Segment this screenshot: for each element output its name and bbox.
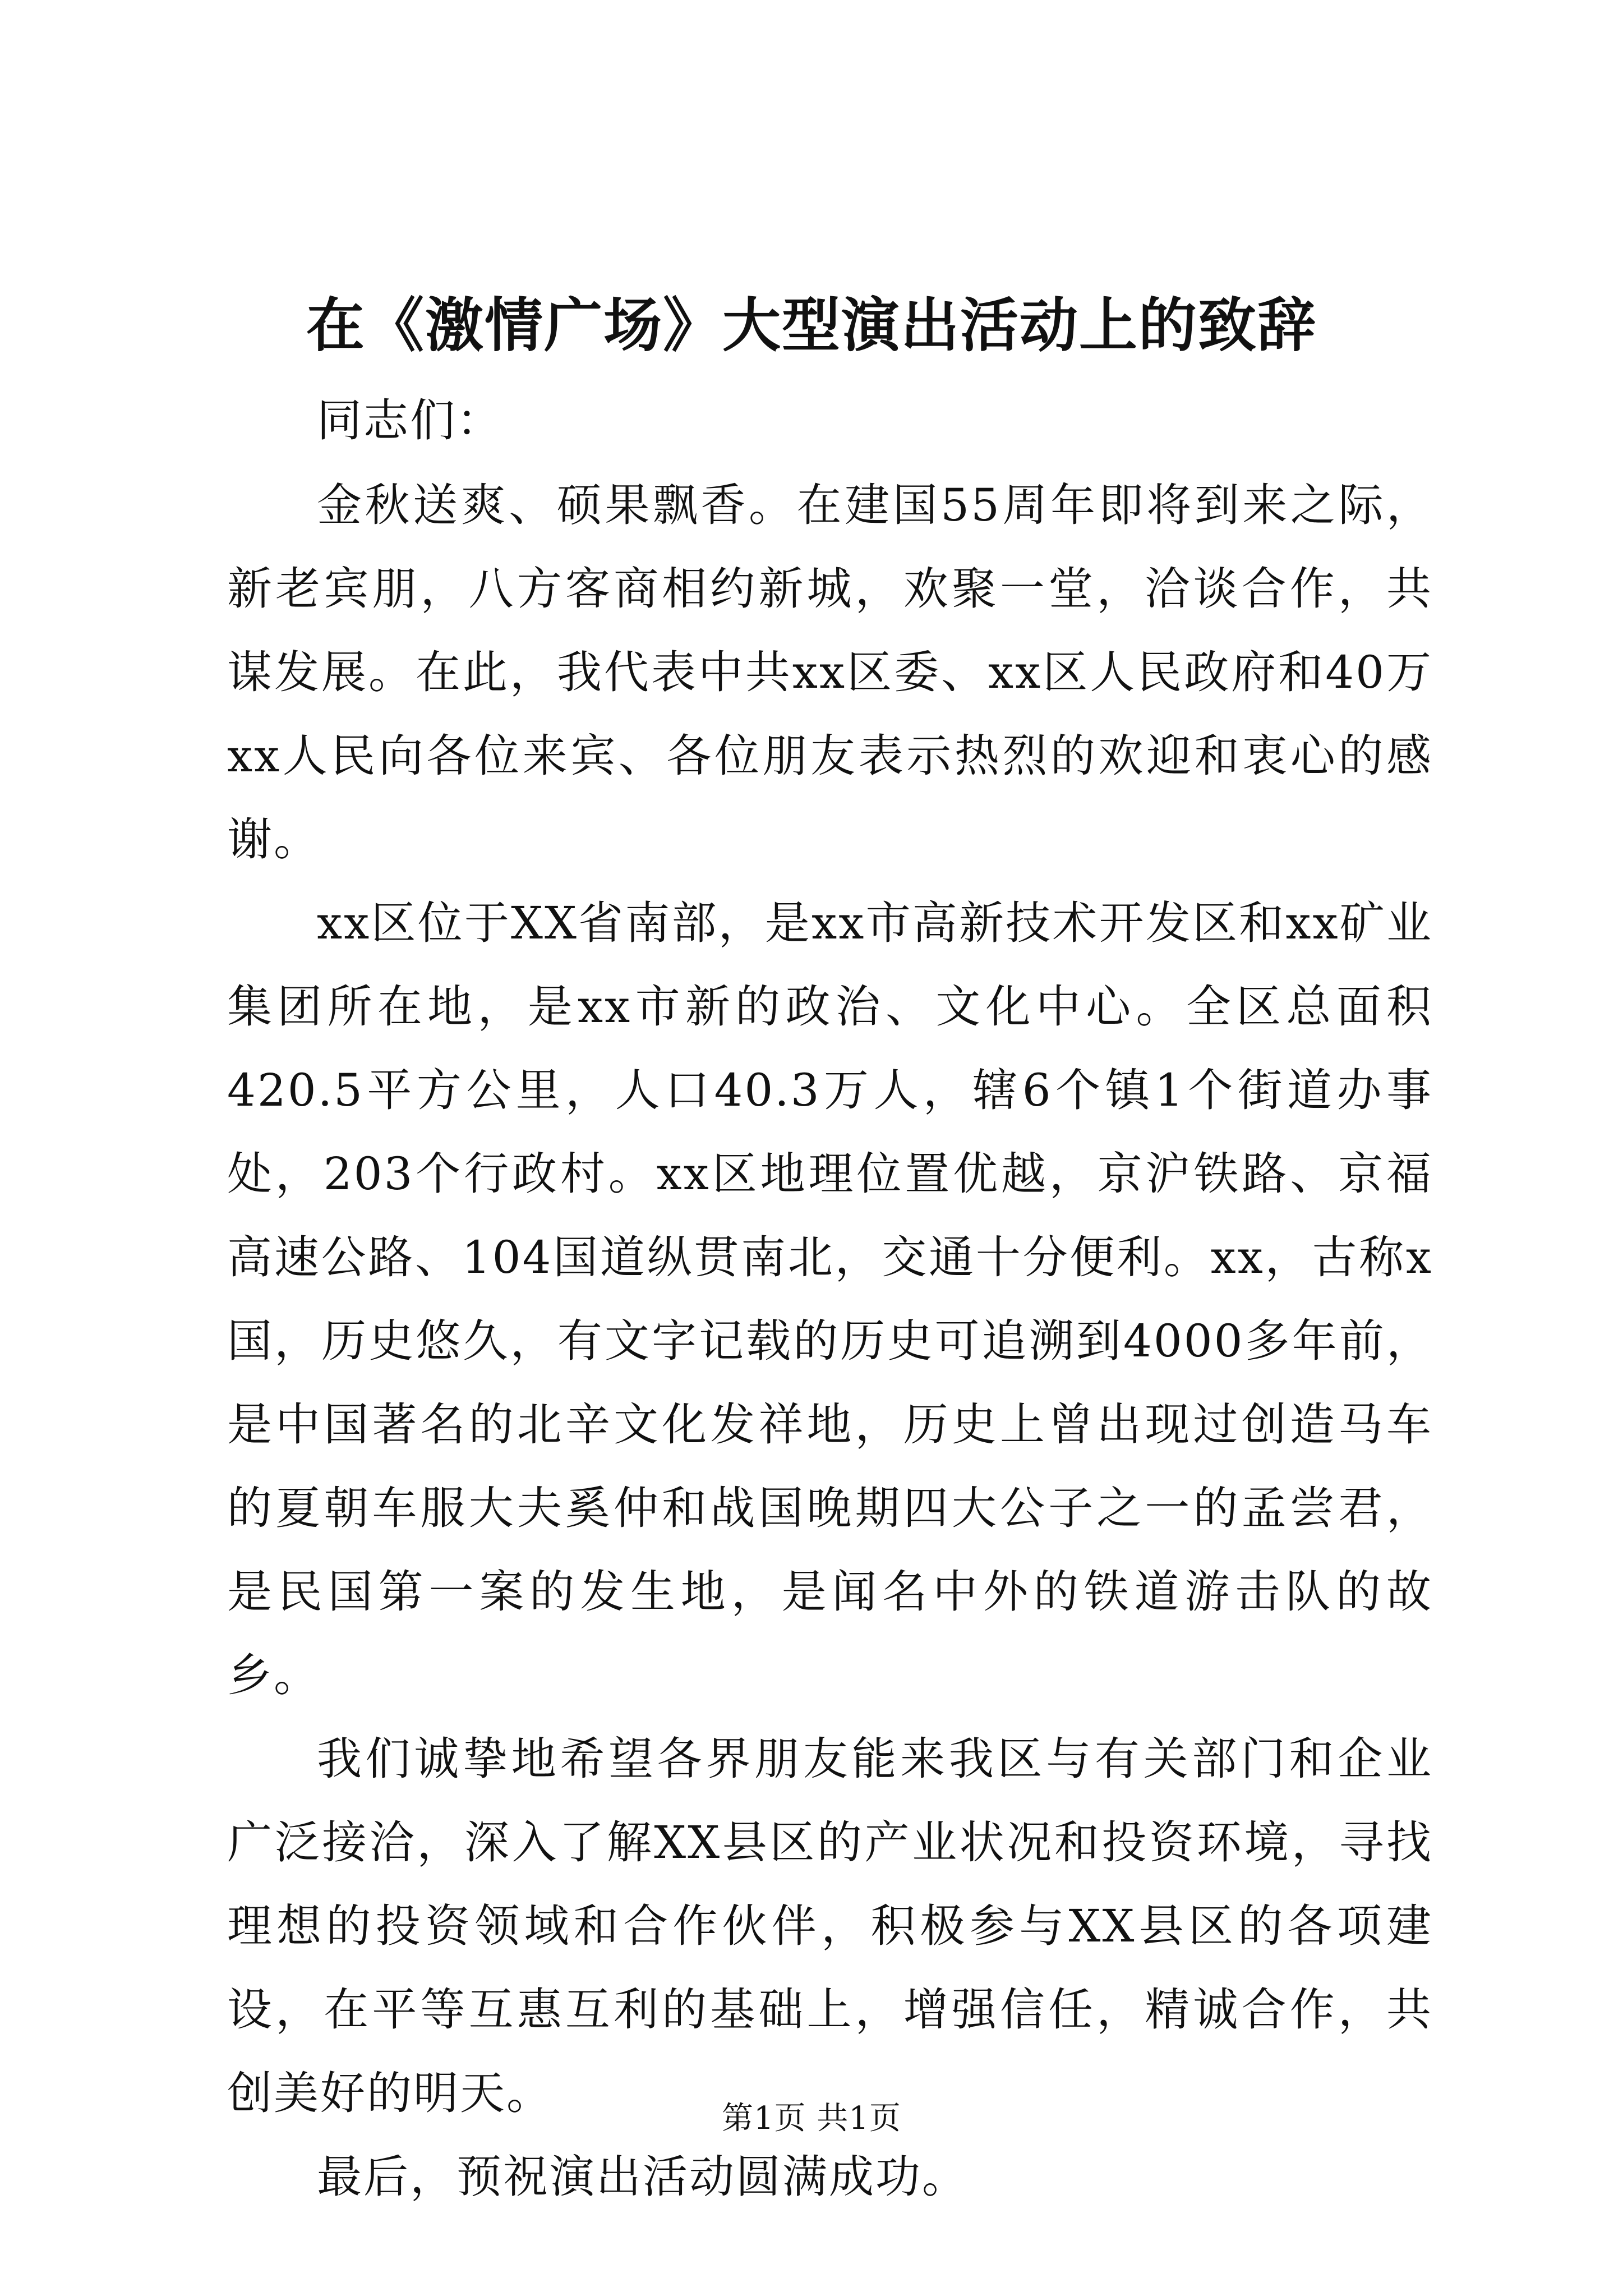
paragraph-4: 最后，预祝演出活动圆满成功。: [317, 2151, 969, 2203]
document-body: [227, 379, 1433, 2219]
paragraph-1: 金秋送爽、硕果飘香。在建国55周年即将到来之际，新老宾朋，八方客商相约新城，欢聚一堂，洽谈合作，共谋发展。在此，我代表中共xx区委、xx区人民政府和40万xx人民向各位来宾、各位朋友表示热烈的欢迎和衷心的感谢。: [227, 479, 1433, 866]
paragraph-2: xx区位于XX省南部，是xx市高新技术开发区和xx矿业集团所在地，是xx市新的政治、文化中心。全区总面积420.5平方公里，人口40.3万人，辖6个镇1个街道办事处，203个行政村。xx区地理位置优越，京沪铁路、京福高速公路、104国道纵贯南北，交通十分便利。xx，古称x国，历史悠久，有文字记载的历史可追溯到4000多年前，是中国著名的北辛文化发祥地，历史上曾出现过创造马车的夏朝车服大夫奚仲和战国晚期四大公子之一的孟尝君，是民国第一案的发生地，是闻名中外的铁道游击队的故乡。: [227, 897, 1433, 1701]
document-title: 在《激情广场》大型演出活动上的致辞: [306, 291, 1317, 360]
salutation: 同志们：: [317, 394, 503, 447]
paragraph-3: 我们诚挚地希望各界朋友能来我区与有关部门和企业广泛接洽，深入了解XX县区的产业状况和投资环境，寻找理想的投资领域和合作伙伴，积极参与XX县区的各项建设，在平等互惠互利的基础上，增强信任，精诚合作，共创美好的明天。: [227, 1733, 1433, 2119]
page-footer: 第1页 共1页: [721, 2100, 902, 2137]
